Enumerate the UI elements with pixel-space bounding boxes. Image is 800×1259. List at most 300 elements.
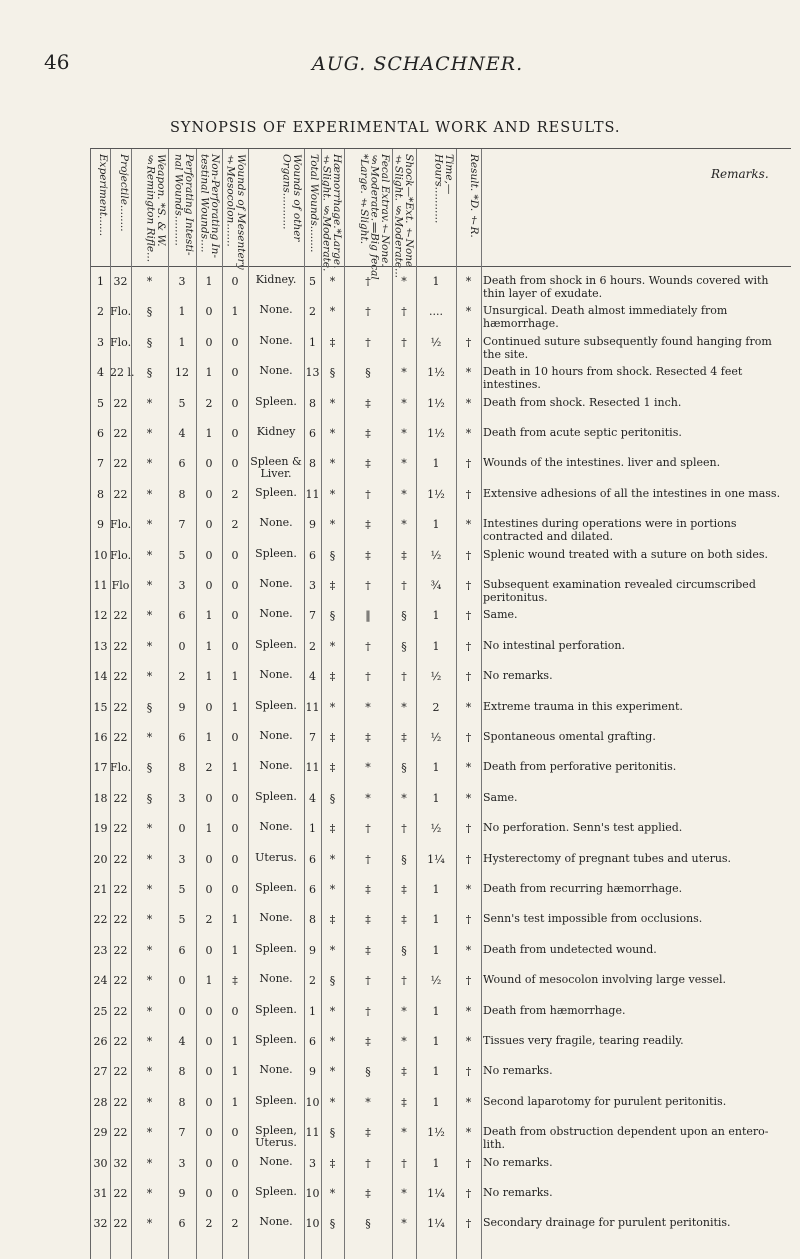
cell-exp: 18	[93, 791, 108, 805]
cell-time: 1½	[427, 487, 445, 501]
cell-shock: §	[401, 639, 407, 653]
cell-total: 6	[309, 548, 316, 562]
cell-exp: 7	[97, 457, 104, 471]
cell-total: 7	[309, 731, 316, 744]
cell-weapon: §	[146, 335, 153, 349]
cell-haem: *	[329, 883, 336, 896]
cell-total: 4	[309, 791, 316, 805]
cell-exp: 16	[93, 731, 108, 744]
cell-exp: 3	[97, 335, 104, 349]
cell-remarks: Unsurgical. Death almost immediately from hæmorrhage.	[483, 304, 728, 331]
cell-fecal: §	[365, 1217, 371, 1231]
cell-nonperf: 1	[205, 639, 213, 653]
cell-nonperf: 1	[205, 609, 213, 623]
cell-other: Spleen & Liver.	[250, 455, 302, 481]
cell-shock: ‡	[401, 913, 407, 927]
cell-haem: ‡	[329, 335, 336, 349]
cell-shock: *	[401, 1126, 407, 1140]
cell-exp: 26	[93, 1035, 108, 1048]
cell-fecal: ‡	[365, 548, 371, 562]
cell-other: Uterus.	[255, 850, 297, 864]
cell-perf: 1	[178, 335, 186, 349]
cell-result: *	[465, 305, 472, 319]
cell-remarks: Secondary drainage for purulent peritonitis.	[483, 1216, 731, 1230]
cell-weapon: *	[146, 548, 153, 562]
cell-remarks: Spontaneous omental grafting.	[483, 730, 656, 743]
cell-proj: 22	[113, 1095, 128, 1109]
cell-weapon: *	[146, 1065, 153, 1079]
cell-result: *	[465, 396, 472, 410]
cell-nonperf: 0	[205, 1126, 213, 1140]
cell-shock: ‡	[401, 883, 407, 896]
cell-mes: 1	[231, 913, 239, 927]
cell-proj: 22	[113, 822, 128, 836]
cell-other: Spleen.	[255, 698, 297, 712]
cell-proj: 22	[113, 1004, 128, 1018]
cell-result: *	[465, 275, 472, 288]
cell-other: None.	[259, 1063, 293, 1077]
cell-nonperf: 2	[205, 913, 213, 927]
cell-weapon: *	[146, 518, 153, 532]
cell-proj: 22	[113, 1217, 128, 1231]
cell-time: 1	[432, 609, 440, 623]
cell-fecal: †	[365, 639, 371, 653]
cell-weapon: *	[146, 670, 153, 684]
cell-total: 3	[309, 579, 316, 592]
cell-shock: *	[401, 396, 407, 410]
cell-weapon: §	[146, 700, 153, 714]
cell-perf: 5	[178, 883, 186, 896]
cell-total: 8	[309, 396, 316, 410]
cell-perf: 3	[178, 1156, 186, 1170]
cell-total: 11	[305, 700, 320, 714]
cell-result: *	[465, 761, 472, 775]
cell-other: None.	[259, 333, 293, 347]
cell-haem: *	[329, 427, 336, 440]
cell-result: †	[465, 579, 472, 592]
cell-total: 11	[305, 1126, 320, 1140]
cell-time: ½	[430, 548, 442, 562]
cell-weapon: *	[146, 731, 153, 744]
cell-fecal: ‡	[365, 396, 371, 410]
cell-total: 9	[309, 1065, 316, 1079]
cell-mes: 0	[231, 548, 239, 562]
cell-proj: 22	[113, 883, 128, 896]
cell-result: †	[465, 609, 472, 623]
cell-weapon: *	[146, 639, 153, 653]
cell-total: 13	[305, 366, 320, 380]
cell-mes: ‡	[232, 974, 238, 988]
cell-total: 6	[309, 1035, 316, 1048]
cell-result: *	[465, 366, 472, 380]
cell-weapon: *	[146, 1217, 153, 1231]
cell-time: 1¼	[427, 1217, 445, 1231]
cell-remarks: No remarks.	[483, 669, 553, 683]
cell-nonperf: 2	[205, 396, 213, 410]
cell-fecal: †	[365, 1004, 371, 1018]
column-divider	[344, 149, 345, 1259]
cell-shock: *	[401, 1035, 407, 1048]
cell-shock: *	[401, 457, 407, 471]
cell-shock: †	[401, 822, 407, 836]
cell-result: †	[465, 731, 472, 744]
cell-fecal: §	[365, 1065, 371, 1079]
cell-fecal: †	[365, 487, 371, 501]
cell-weapon: *	[146, 852, 153, 866]
cell-weapon: *	[146, 396, 153, 410]
cell-mes: 0	[231, 579, 239, 592]
cell-shock: ‡	[401, 1095, 407, 1109]
cell-total: 9	[309, 943, 316, 957]
cell-fecal: *	[365, 761, 371, 775]
cell-weapon: *	[146, 427, 153, 440]
cell-total: 6	[309, 883, 316, 896]
cell-nonperf: 0	[205, 943, 213, 957]
cell-other: Spleen, Uterus.	[255, 1124, 297, 1150]
cell-fecal: †	[365, 670, 371, 684]
cell-time: 2	[432, 700, 440, 714]
cell-other: Spleen.	[255, 485, 297, 499]
cell-shock: *	[401, 427, 407, 440]
cell-nonperf: 1	[205, 670, 213, 684]
cell-remarks: Death from perforative peritonitis.	[483, 760, 677, 774]
cell-haem: §	[329, 1217, 336, 1231]
column-divider	[392, 149, 393, 1259]
cell-other: Spleen.	[255, 1185, 297, 1198]
cell-remarks: No intestinal perforation.	[483, 638, 625, 652]
cell-shock: †	[401, 579, 407, 592]
cell-remarks: Tissues very fragile, tearing readily.	[483, 1034, 684, 1047]
cell-total: 10	[305, 1187, 320, 1200]
cell-remarks: Death in 10 hours from shock. Resected 4 feet intestines.	[483, 365, 743, 392]
cell-haem: *	[329, 305, 336, 319]
cell-remarks: Death from shock. Resected 1 inch.	[483, 395, 682, 409]
column-header-weapon: Weapon. *S. & W. §Remington Rifle...	[144, 154, 167, 263]
cell-mes: 1	[231, 1065, 239, 1079]
cell-perf: 5	[178, 913, 186, 927]
cell-proj: 22	[113, 670, 128, 684]
cell-mes: 0	[231, 852, 239, 866]
cell-time: 1	[432, 761, 440, 775]
cell-exp: 5	[97, 396, 104, 410]
cell-weapon: *	[146, 487, 153, 501]
cell-total: 10	[305, 1217, 320, 1231]
cell-perf: 6	[178, 1217, 186, 1231]
cell-haem: §	[329, 1126, 336, 1140]
cell-perf: 5	[178, 548, 186, 562]
cell-shock: *	[401, 1187, 407, 1200]
column-divider	[456, 149, 457, 1259]
cell-result: †	[465, 548, 472, 562]
cell-perf: 4	[178, 1035, 186, 1048]
cell-shock: ‡	[401, 548, 407, 562]
cell-total: 6	[309, 427, 316, 440]
cell-nonperf: 1	[205, 974, 213, 988]
cell-remarks: Death from undetected wound.	[483, 942, 657, 956]
cell-remarks: Death from recurring hæmorrhage.	[483, 882, 683, 895]
cell-proj: 22	[113, 1126, 128, 1140]
cell-time: 1	[432, 518, 440, 532]
cell-time: 1	[432, 1156, 440, 1170]
cell-exp: 28	[93, 1095, 108, 1109]
cell-nonperf: 0	[205, 1004, 213, 1018]
cell-fecal: ‡	[365, 1035, 371, 1048]
cell-mes: 0	[231, 366, 239, 380]
cell-haem: *	[329, 852, 336, 866]
cell-perf: 3	[178, 852, 186, 866]
cell-remarks: Death from hæmorrhage.	[483, 1003, 626, 1017]
cell-exp: 25	[93, 1004, 108, 1018]
cell-haem: ‡	[329, 579, 336, 592]
cell-haem: §	[329, 609, 336, 623]
cell-nonperf: 0	[205, 548, 213, 562]
column-divider	[168, 149, 169, 1259]
column-divider	[196, 149, 197, 1259]
cell-fecal: †	[365, 852, 371, 866]
cell-shock: *	[401, 487, 407, 501]
cell-fecal: ‡	[365, 1126, 371, 1140]
cell-remarks: Extensive adhesions of all the intestines in one mass.	[483, 486, 781, 500]
cell-total: 11	[305, 761, 320, 775]
column-header-result: Result. *D. †R.	[468, 154, 480, 238]
cell-other: None.	[259, 303, 293, 317]
cell-mes: 0	[231, 1187, 239, 1200]
column-divider	[110, 149, 111, 1259]
column-divider	[304, 149, 305, 1259]
cell-perf: 2	[178, 670, 186, 684]
cell-nonperf: 0	[205, 518, 213, 532]
cell-proj: 22	[113, 609, 128, 623]
cell-other: Spleen.	[255, 637, 297, 651]
cell-result: *	[465, 1004, 472, 1018]
cell-exp: 30	[93, 1156, 108, 1170]
cell-total: 4	[309, 670, 316, 684]
cell-remarks: No remarks.	[483, 1155, 553, 1169]
cell-nonperf: 0	[205, 1095, 213, 1109]
cell-other: None.	[259, 516, 293, 530]
cell-proj: 22	[113, 396, 128, 410]
cell-remarks: No perforation. Senn's test applied.	[483, 821, 683, 835]
cell-haem: §	[329, 366, 336, 380]
cell-weapon: *	[146, 1126, 153, 1140]
column-header-nonperf: Non-Perforating In- testinal Wounds....	[198, 154, 221, 258]
cell-shock: *	[401, 1004, 407, 1018]
cell-nonperf: 0	[205, 457, 213, 471]
cell-remarks: Hysterectomy of pregnant tubes and uterus.	[483, 851, 732, 865]
cell-total: 1	[309, 822, 316, 836]
cell-nonperf: 1	[205, 275, 213, 288]
cell-shock: †	[401, 305, 407, 319]
cell-weapon: *	[146, 822, 153, 836]
cell-other: None.	[259, 729, 293, 742]
cell-remarks: Same.	[483, 790, 518, 804]
cell-remarks: Same.	[483, 608, 518, 622]
cell-result: †	[465, 335, 472, 349]
cell-total: 2	[309, 974, 316, 988]
cell-proj: 22	[113, 1065, 128, 1079]
cell-shock: *	[401, 791, 407, 805]
cell-result: *	[465, 883, 472, 896]
cell-haem: ‡	[329, 913, 336, 927]
cell-time: ¾	[430, 579, 442, 592]
cell-remarks: Death from shock in 6 hours. Wounds covered with thin layer of exudate.	[483, 274, 769, 300]
cell-mes: 0	[231, 396, 239, 410]
cell-other: None.	[259, 972, 293, 986]
cell-exp: 9	[97, 518, 104, 532]
cell-weapon: *	[146, 457, 153, 471]
cell-haem: ‡	[329, 731, 336, 744]
cell-shock: *	[401, 366, 407, 380]
cell-fecal: ‡	[365, 427, 371, 440]
cell-perf: 8	[178, 1095, 186, 1109]
cell-remarks: Intestines during operations were in portions contracted and dilated.	[483, 517, 737, 544]
cell-shock: §	[401, 852, 407, 866]
cell-other: Spleen.	[255, 941, 297, 955]
cell-time: 1	[432, 1095, 440, 1109]
cell-haem: ‡	[329, 761, 336, 775]
cell-exp: 10	[93, 548, 108, 562]
cell-time: 1½	[427, 366, 445, 380]
cell-shock: §	[401, 609, 407, 623]
cell-result: *	[465, 943, 472, 957]
cell-exp: 12	[93, 609, 108, 623]
cell-result: *	[465, 1126, 472, 1140]
cell-time: 1¼	[427, 1187, 445, 1200]
cell-time: 1	[432, 275, 440, 288]
cell-proj: 22	[113, 974, 128, 988]
cell-shock: ‡	[401, 731, 407, 744]
cell-mes: 0	[231, 457, 239, 471]
cell-haem: *	[329, 518, 336, 532]
cell-proj: 22	[113, 791, 128, 805]
cell-fecal: ‡	[365, 913, 371, 927]
cell-mes: 1	[231, 943, 239, 957]
cell-total: 10	[305, 1095, 320, 1109]
cell-fecal: †	[365, 974, 371, 988]
cell-other: Spleen.	[255, 1033, 297, 1046]
cell-proj: Flo.	[110, 518, 132, 532]
cell-mes: 1	[231, 761, 239, 775]
cell-result: *	[465, 518, 472, 532]
cell-total: 7	[309, 609, 316, 623]
cell-mes: 2	[231, 487, 239, 501]
cell-remarks: Death from acute septic peritonitis.	[483, 426, 682, 439]
cell-weapon: *	[146, 275, 153, 288]
cell-fecal: ‡	[365, 883, 371, 896]
cell-shock: †	[401, 335, 407, 349]
cell-haem: *	[329, 943, 336, 957]
running-header: AUG. SCHACHNER.	[312, 53, 524, 75]
cell-nonperf: 1	[205, 366, 213, 380]
cell-total: 2	[309, 305, 316, 319]
cell-weapon: *	[146, 609, 153, 623]
cell-haem: §	[329, 548, 336, 562]
cell-shock: ‡	[401, 1065, 407, 1079]
cell-proj: 22	[113, 639, 128, 653]
synopsis-table	[90, 148, 791, 1259]
cell-weapon: §	[146, 761, 153, 775]
cell-haem: *	[329, 1004, 336, 1018]
cell-proj: 22 l.	[110, 366, 135, 380]
cell-result: *	[465, 1035, 472, 1048]
cell-nonperf: 1	[205, 731, 213, 744]
cell-exp: 29	[93, 1126, 108, 1140]
cell-perf: 7	[178, 518, 186, 532]
cell-perf: 0	[178, 974, 186, 988]
cell-fecal: †	[365, 1156, 371, 1170]
cell-perf: 6	[178, 731, 186, 744]
column-header-mes: Wounds of Mesentery ‡Mesocolon.......	[224, 154, 247, 270]
cell-result: †	[465, 670, 472, 684]
cell-time: 1	[432, 1065, 440, 1079]
cell-exp: 32	[93, 1217, 108, 1231]
cell-mes: 0	[231, 427, 239, 440]
cell-nonperf: 2	[205, 1217, 213, 1231]
cell-perf: 6	[178, 609, 186, 623]
cell-exp: 27	[93, 1065, 108, 1079]
cell-shock: §	[401, 943, 407, 957]
cell-exp: 31	[93, 1187, 108, 1200]
cell-perf: 0	[178, 1004, 186, 1018]
cell-result: †	[465, 852, 472, 866]
cell-total: 8	[309, 457, 316, 471]
cell-perf: 1	[178, 305, 186, 319]
cell-result: †	[465, 487, 472, 501]
cell-other: None.	[259, 1154, 293, 1168]
cell-shock: †	[401, 974, 407, 988]
cell-time: 1	[432, 639, 440, 653]
cell-weapon: §	[146, 305, 153, 319]
cell-proj: Flo.	[110, 761, 132, 775]
cell-total: 1	[309, 1004, 316, 1018]
cell-mes: 0	[231, 791, 239, 805]
cell-exp: 20	[93, 852, 108, 866]
cell-weapon: *	[146, 943, 153, 957]
cell-mes: 0	[231, 731, 239, 744]
cell-exp: 19	[93, 822, 108, 836]
cell-haem: *	[329, 275, 336, 288]
cell-weapon: §	[146, 791, 153, 805]
column-divider	[222, 149, 223, 1259]
cell-shock: *	[401, 275, 407, 288]
cell-time: 1	[432, 791, 440, 805]
cell-weapon: *	[146, 1156, 153, 1170]
cell-other: None.	[259, 1215, 293, 1229]
cell-total: 5	[309, 275, 316, 288]
cell-fecal: *	[365, 791, 371, 805]
cell-exp: 15	[93, 700, 108, 714]
cell-nonperf: 0	[205, 487, 213, 501]
cell-haem: ‡	[329, 670, 336, 684]
cell-perf: 8	[178, 487, 186, 501]
cell-time: 1	[432, 1035, 440, 1048]
cell-proj: 22	[113, 700, 128, 714]
cell-other: None.	[259, 668, 293, 682]
cell-weapon: *	[146, 974, 153, 988]
cell-proj: 22	[113, 1187, 128, 1200]
cell-other: Spleen.	[255, 1002, 297, 1016]
cell-fecal: *	[365, 1095, 371, 1109]
cell-mes: 1	[231, 1095, 239, 1109]
cell-perf: 0	[178, 822, 186, 836]
cell-weapon: *	[146, 1095, 153, 1109]
cell-shock: *	[401, 1217, 407, 1231]
cell-total: 2	[309, 639, 316, 653]
cell-haem: ‡	[329, 822, 336, 836]
cell-time: ½	[430, 731, 442, 744]
cell-perf: 0	[178, 639, 186, 653]
cell-exp: 24	[93, 974, 108, 988]
